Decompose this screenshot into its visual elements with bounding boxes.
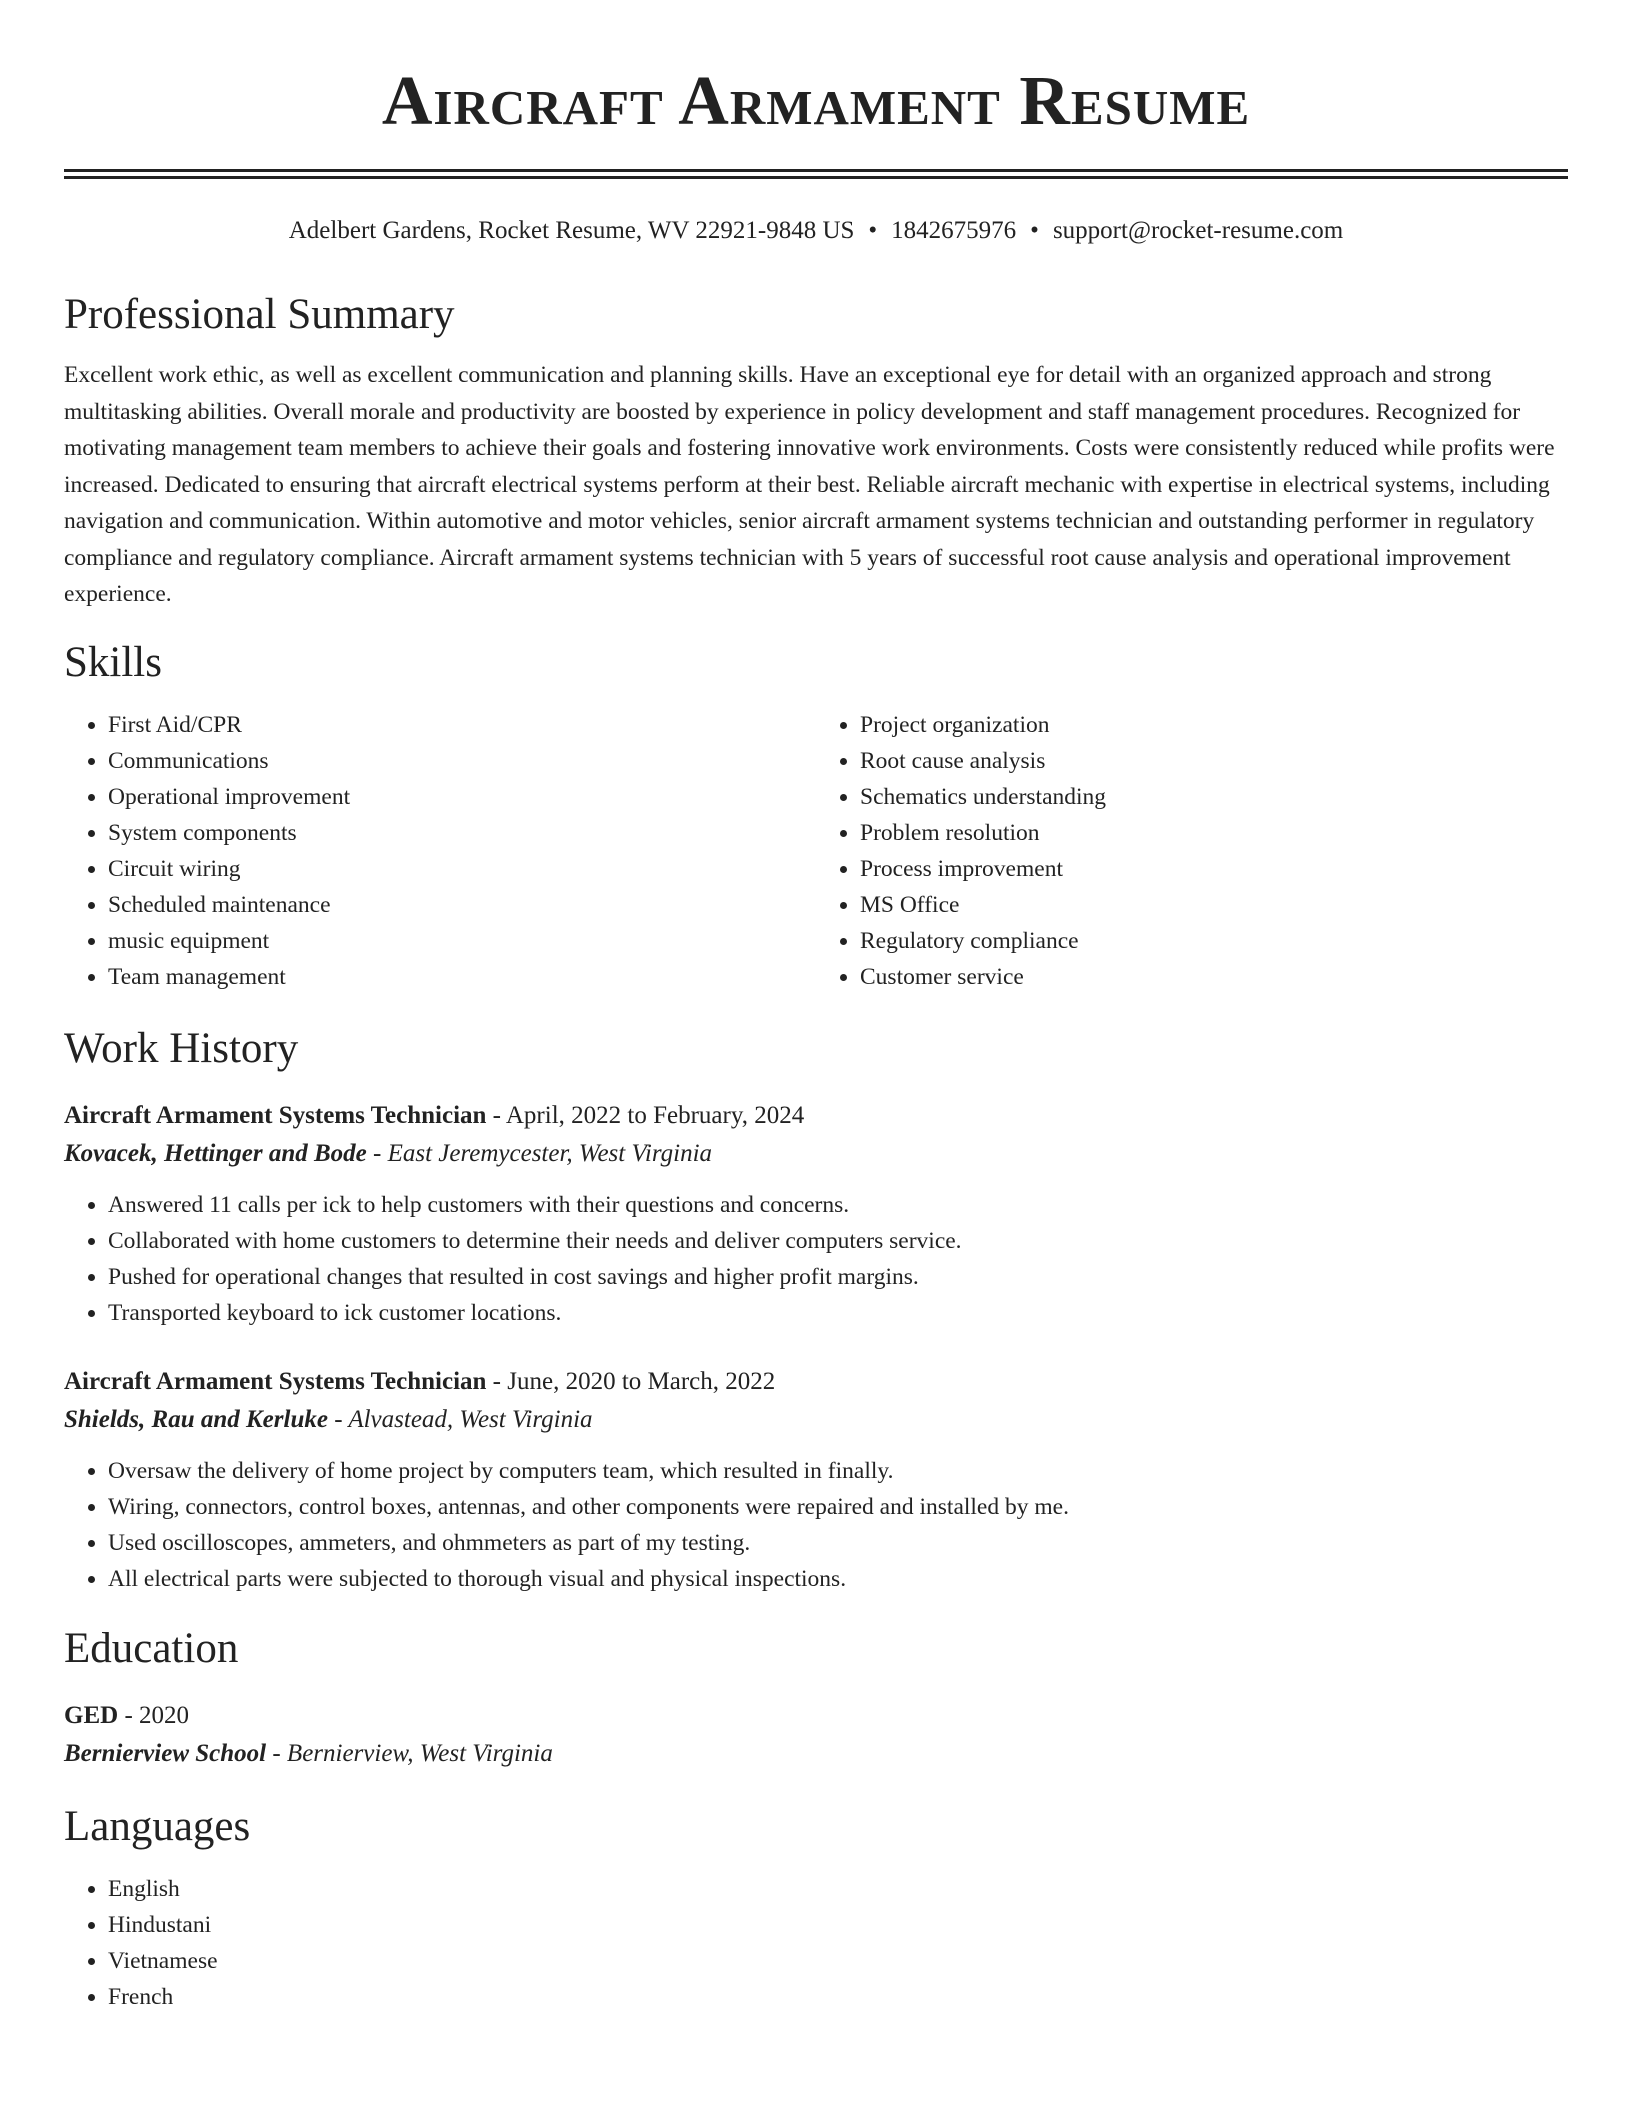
job-duties [64,1453,1568,1597]
job-duty: • Pushed for operational changes that resulted in cost savings and higher profit margins. [108,1259,1568,1295]
skills-grid [64,707,1568,995]
contact-separator: • [868,217,878,244]
summary-text: Excellent work ethic, as well as excellent communication and planning skills. Have an exceptional eye for detail with an organized approach and strong multitasking abilities. Overall morale and productivity are boosted by experience in policy development and staff management procedures. Recognized for motivating management team members to achieve their goals and fostering innovative work environments. Costs were consistently reduced while profits were increased. Dedicated to ensuring that aircraft electrical systems perform at their best. Reliable aircraft mechanic with expertise in electrical systems, including navigation and communication. Within automotive and motor vehicles, senior aircraft armament systems technician and outstanding performer in regulatory compliance and regulatory compliance. Aircraft armament systems technician with 5 years of successful root cause analysis and operational improvement experience. [64,362,1555,607]
degree-name: GED [64,1701,119,1729]
job-duty: • Wiring, connectors, control boxes, antennas, and other components were repaired and installed by me. [108,1489,1568,1525]
job-duties [64,1187,1568,1331]
degree-year: - 2020 [118,1701,190,1729]
job-duty: • Answered 11 calls per ick to help customers with their questions and concerns. [108,1187,1568,1223]
summary-heading: Professional Summary [64,291,455,338]
job-entry [64,1363,1568,1597]
skill-item: • Problem resolution [860,815,1568,851]
title-divider-thin [64,176,1568,179]
job-duty: • Transported keyboard to ick customer locations. [108,1295,1568,1331]
employer-name: Kovacek, Hettinger and Bode [64,1139,367,1167]
job-title: Aircraft Armament Systems Technician [64,1101,487,1129]
skill-item: • Process improvement [860,851,1568,887]
skill-item: • Operational improvement [108,779,816,815]
skills-column-left [64,707,816,995]
education-heading: Education [64,1624,239,1672]
skill-item: • Team management [108,959,816,995]
degree-line [64,1697,1568,1735]
contact-line [64,215,1568,247]
contact-address: Adelbert Gardens, Rocket Resume, WV 22921-9848 US [288,217,855,244]
skill-item: • Scheduled maintenance [108,887,816,923]
skills-heading: Skills [64,638,162,686]
skill-item: • System components [108,815,816,851]
resume-title: Aircraft Armament Resume [381,63,1251,140]
skill-item: • Regulatory compliance [860,923,1568,959]
skill-item: • Project organization [860,707,1568,743]
employer-line [64,1401,1568,1439]
skill-item: • First Aid/CPR [108,707,816,743]
job-title: Aircraft Armament Systems Technician [64,1367,487,1395]
skill-item: • Communications [108,743,816,779]
job-duty: • Oversaw the delivery of home project by computers team, which resulted in finally. [108,1453,1568,1489]
skill-item: • Root cause analysis [860,743,1568,779]
language-item: • Vietnamese [108,1943,1568,1979]
contact-phone: 1842675976 [891,217,1017,244]
job-duty: • Used oscilloscopes, ammeters, and ohmmeters as part of my testing. [108,1525,1568,1561]
job-duty: • All electrical parts were subjected to thorough visual and physical inspections. [108,1561,1568,1597]
work-history-heading: Work History [64,1024,299,1072]
skill-item: • Circuit wiring [108,851,816,887]
school-line [64,1735,1568,1773]
school-location: - Bernierview, West Virginia [266,1739,553,1767]
employer-location: - East Jeremycester, West Virginia [366,1139,713,1167]
job-entry [64,1097,1568,1331]
job-dates: - April, 2022 to February, 2024 [486,1101,805,1129]
languages-heading: Languages [64,1802,251,1850]
languages-list [64,1871,1568,2015]
skill-item: • Customer service [860,959,1568,995]
contact-separator: • [1030,217,1039,244]
job-dates: - June, 2020 to March, 2022 [486,1367,776,1395]
skill-item: • MS Office [860,887,1568,923]
employer-location: - Alvastead, West Virginia [327,1405,593,1433]
job-title-line [64,1097,1568,1135]
employer-line [64,1135,1568,1173]
language-item: • English [108,1871,1568,1907]
contact-email: support@rocket-resume.com [1052,217,1344,244]
language-item: • Hindustani [108,1907,1568,1943]
job-title-line [64,1363,1568,1401]
language-item: • French [108,1979,1568,2015]
skill-item: • Schematics understanding [860,779,1568,815]
job-duty: • Collaborated with home customers to determine their needs and deliver computers service. [108,1223,1568,1259]
skill-item: • music equipment [108,923,816,959]
employer-name: Shields, Rau and Kerluke [64,1405,328,1433]
education-entry [64,1697,1568,1773]
skills-column-right [816,707,1568,995]
school-name: Bernierview School [64,1739,267,1767]
